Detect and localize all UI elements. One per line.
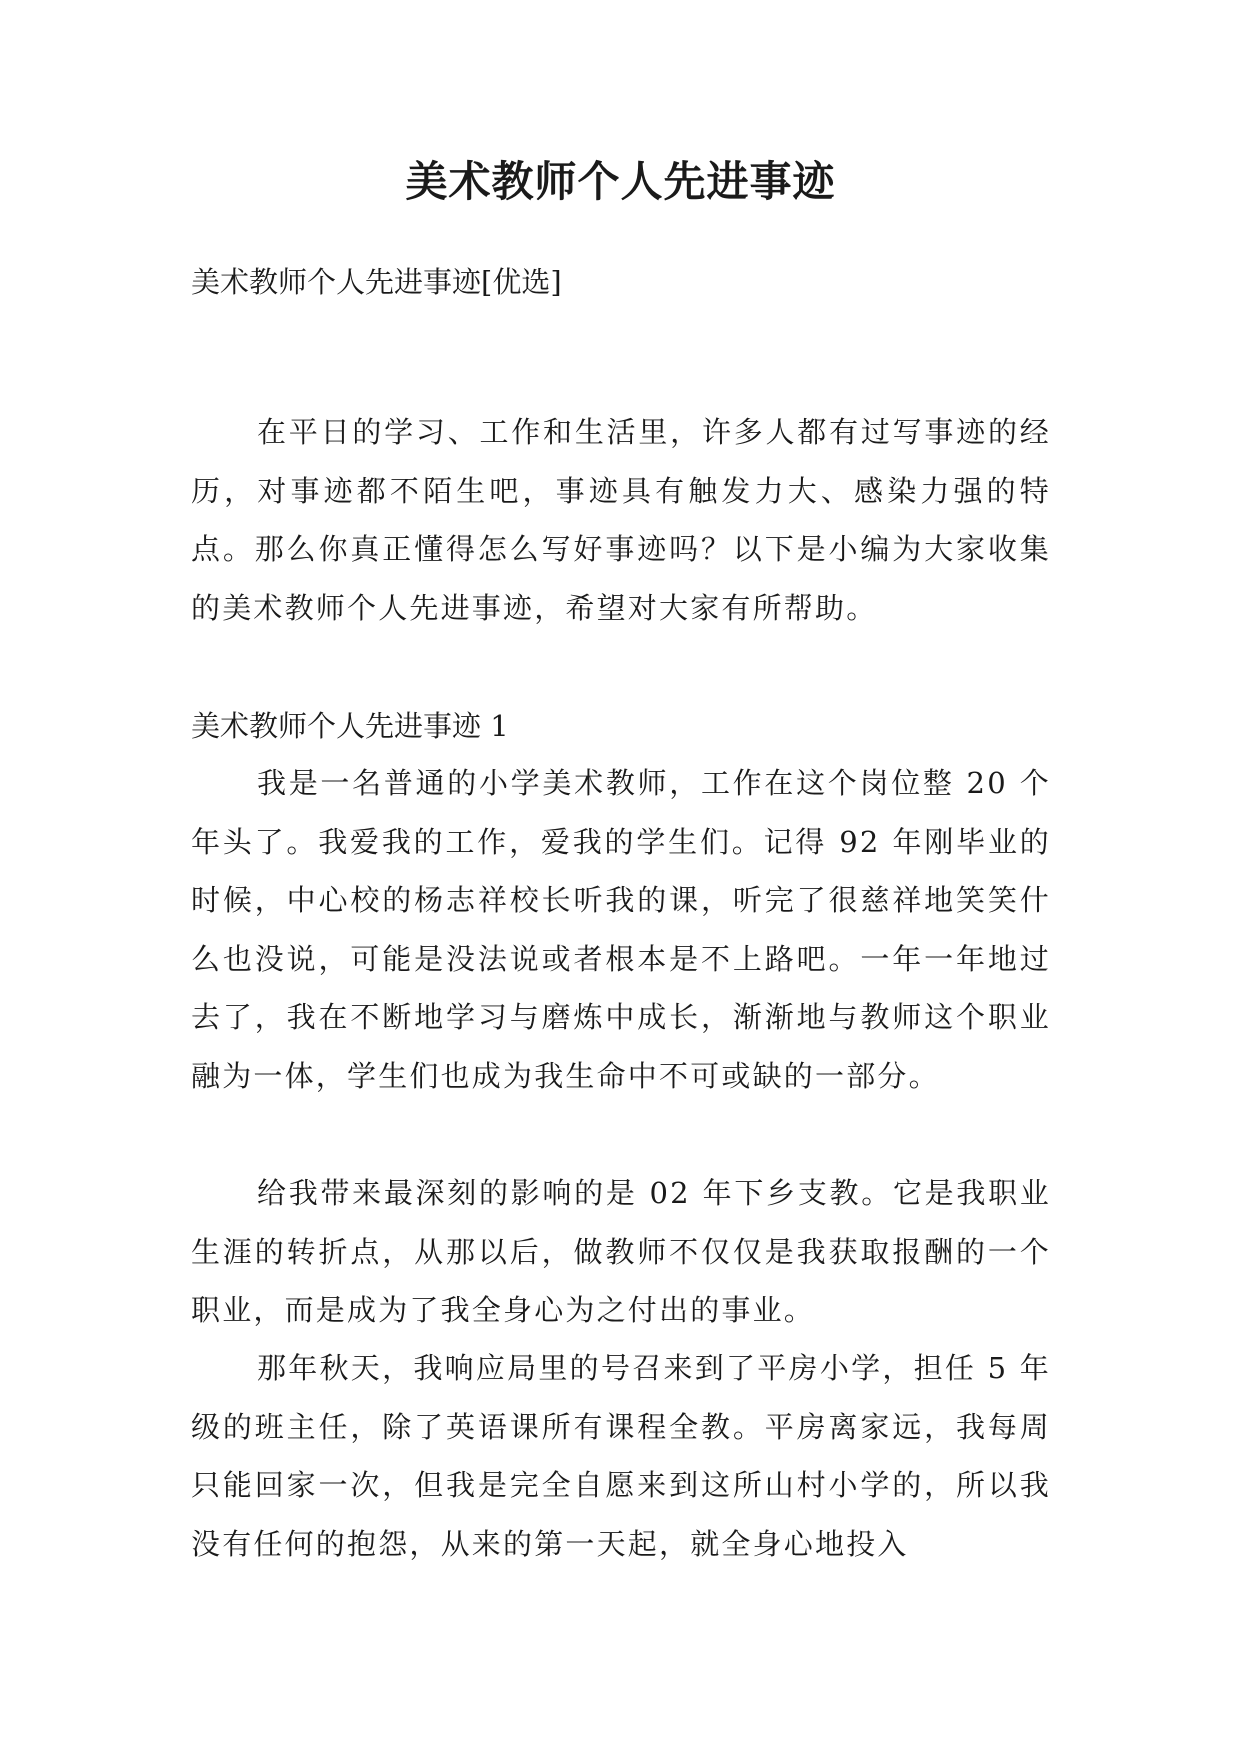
intro-paragraph: 在平日的学习、工作和生活里，许多人都有过写事迹的经历，对事迹都不陌生吧，事迹具有触发力大、感染力强的特点。那么你真正懂得怎么写好事迹吗？以下是小编为大家收集的美术教师个人先进事迹，希望对大家有所帮助。 <box>191 415 1051 625</box>
body-paragraph: 那年秋天，我响应局里的号召来到了平房小学，担任 5 年级的班主任，除了英语课所有课程全教。平房离家远，我每周只能回家一次，但我是完全自愿来到这所山村小学的，所以我没有任何的抱怨，从来的第一天起，就全身心地投入 <box>191 1351 1051 1561</box>
body-paragraph: 给我带来最深刻的影响的是 02 年下乡支教。它是我职业生涯的转折点，从那以后，做教师不仅仅是我获取报酬的一个职业，而是成为了我全身心为之付出的事业。 <box>191 1176 1051 1327</box>
body-paragraph: 我是一名普通的小学美术教师，工作在这个岗位整 20 个年头了。我爱我的工作，爱我的学生们。记得 92 年刚毕业的时候，中心校的杨志祥校长听我的课，听完了很慈祥地笑笑什么也没说，可能是没法说或者根本是不上路吧。一年一年地过去了，我在不断地学习与磨炼中成长，渐渐地与教师这个职业融为一体，学生们也成为我生命中不可或缺的一部分。 <box>191 766 1051 1093</box>
section-heading: 美术教师个人先进事迹 1 <box>191 709 509 743</box>
document-subtitle: 美术教师个人先进事迹[优选] <box>191 265 562 299</box>
page-title: 美术教师个人先进事迹 <box>405 157 836 206</box>
